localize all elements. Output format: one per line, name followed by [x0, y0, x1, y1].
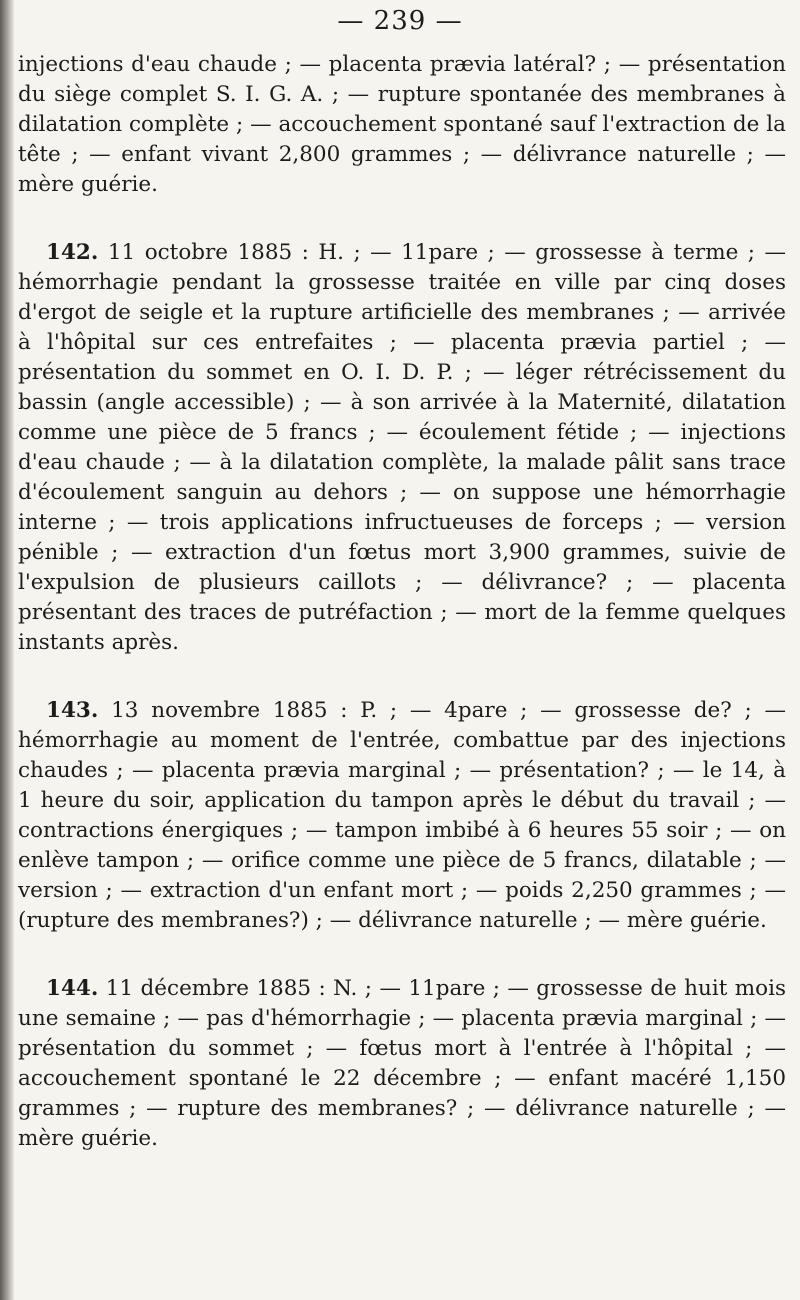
paragraph-text: injections d'eau chaude ; — placenta prævia latéral? ; — présentation du siège complet S. I. G. A. ; — rupture spontanée des membranes à dilatation complète ; — accouchement spontané sauf l'extraction de la tête ; — enfant vivant 2,800 grammes ; — délivrance naturelle ; — mère guérie. — [18, 52, 786, 197]
page-binding-edge — [0, 0, 14, 1300]
paragraph-continued — [18, 50, 786, 200]
paragraph-case-142 — [18, 238, 786, 658]
case-number: 144. — [46, 976, 99, 1001]
paragraph-case-143 — [18, 696, 786, 936]
paragraph-text: 11 décembre 1885 : N. ; — 11pare ; — grossesse de huit mois une semaine ; — pas d'hémorrhagie ; — placenta prævia marginal ; — présentation du sommet ; — fœtus mort à l'entrée à l'hôpital ; — accouchement spontané le 22 décembre ; — enfant macéré 1,150 grammes ; — rupture des membranes? ; — délivrance naturelle ; — mère guérie. — [18, 976, 786, 1151]
paragraph-case-144 — [18, 974, 786, 1154]
paragraph-text: 11 octobre 1885 : H. ; — 11pare ; — grossesse à terme ; — hémorrhagie pendant la grossesse traitée en ville par cinq doses d'ergot de seigle et la rupture artificielle des membranes ; — arrivée à l'hôpital sur ces entrefaites ; — placenta prævia partiel ; — présentation du sommet en O. I. D. P. ; — léger rétrécissement du bassin (angle accessible) ; — à son arrivée à la Maternité, dilatation comme une pièce de 5 francs ; — écoulement fétide ; — injections d'eau chaude ; — à la dilatation complète, la malade pâlit sans trace d'écoulement sanguin au dehors ; — on suppose une hémorrhagie interne ; — trois applications infructueuses de forceps ; — version pénible ; — extraction d'un fœtus mort 3,900 grammes, suivie de l'expulsion de plusieurs caillots ; — délivrance? ; — placenta présentant des traces de putréfaction ; — mort de la femme quelques instants après. — [18, 240, 786, 655]
page-number: — 239 — — [337, 6, 463, 36]
case-number: 142. — [46, 240, 99, 265]
text-column — [18, 50, 786, 1154]
paragraph-text: 13 novembre 1885 : P. ; — 4pare ; — grossesse de? ; — hémorrhagie au moment de l'entrée, combattue par des injections chaudes ; — placenta prævia marginal ; — présentation? ; — le 14, à 1 heure du soir, application du tampon après le début du travail ; — contractions énergiques ; — tampon imbibé à 6 heures 55 soir ; — on enlève tampon ; — orifice comme une pièce de 5 francs, dilatable ; — version ; — extraction d'un enfant mort ; — poids 2,250 grammes ; — (rupture des membranes?) ; — délivrance naturelle ; — mère guérie. — [18, 698, 786, 933]
case-number: 143. — [46, 698, 99, 723]
